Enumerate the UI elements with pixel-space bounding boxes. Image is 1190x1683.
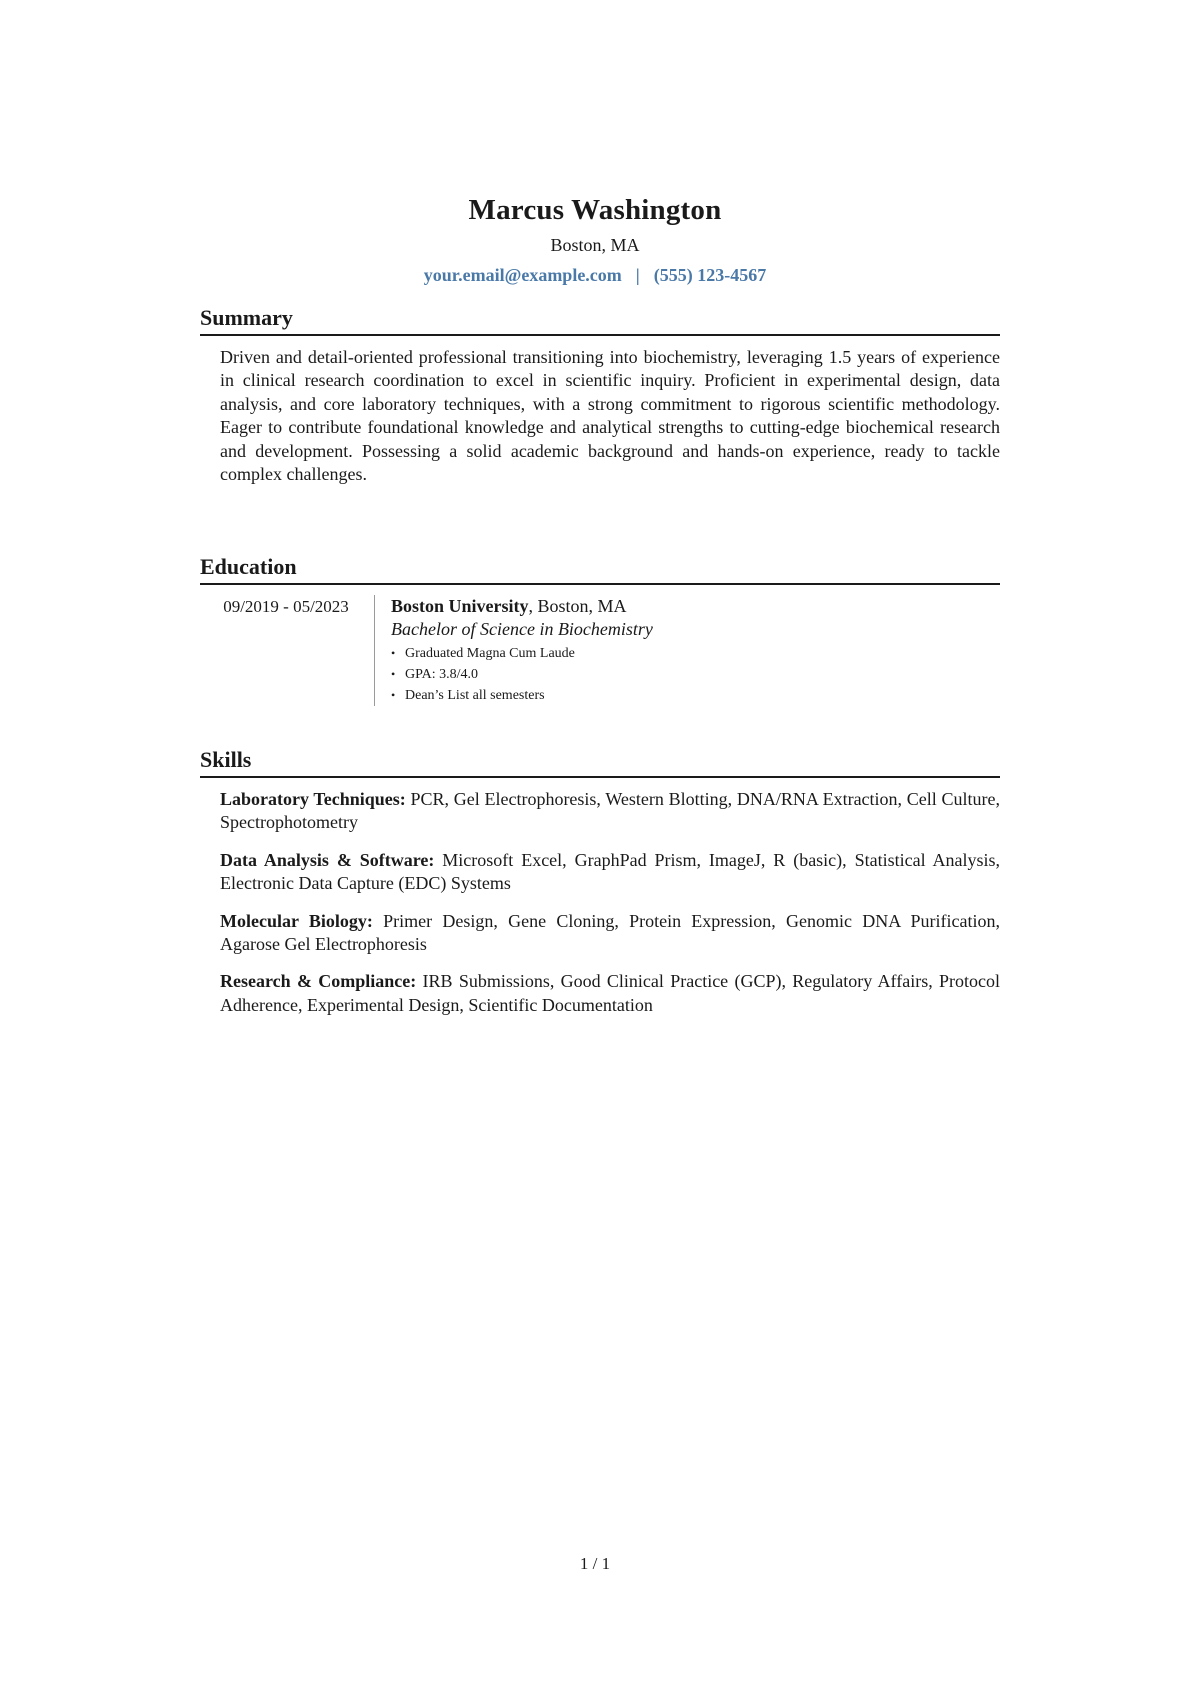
skill-item	[220, 788, 1000, 835]
skill-value: IRB Submissions, Good Clinical Practice (GCP), Regulatory Affairs, Protocol Adherence, Experimental Design, Scientific Documentation	[220, 971, 1000, 1015]
highlight-text: Graduated Magna Cum Laude	[405, 646, 575, 661]
skill-label: Data Analysis & Software:	[220, 849, 435, 870]
summary-section	[200, 304, 1000, 486]
school-location: , Boston, MA	[528, 596, 627, 616]
school-name: Boston University	[391, 596, 529, 616]
list-item	[391, 664, 1000, 685]
resume-header	[0, 192, 1190, 286]
candidate-location: Boston, MA	[550, 235, 640, 255]
page-number: 1 / 1	[579, 1554, 611, 1573]
summary-text: Driven and detail-oriented professional transitioning into biochemistry, leveraging 1.5 years of experience in clinical research coordination to excel in scientific inquiry. Proficient in experimental design, data analysis, and core laboratory techniques, with a strong commitment to rigorous scientific methodology. Eager to contribute foundational knowledge and analytical strengths to cutting-edge biochemical research and development. Possessing a solid academic background and hands-on experience, ready to tackle complex challenges.	[220, 347, 1000, 485]
highlight-text: Dean’s List all semesters	[405, 688, 545, 703]
skills-heading: Skills	[200, 746, 1000, 778]
bullet-icon: •	[391, 667, 396, 681]
skill-value: Primer Design, Gene Cloning, Protein Expression, Genomic DNA Purification, Agarose Gel Electrophoresis	[220, 910, 1000, 955]
skill-label: Research & Compliance:	[220, 971, 417, 992]
education-heading: Education	[200, 553, 1000, 585]
contact-line	[0, 264, 1190, 286]
phone-link[interactable]: (555) 123-4567	[653, 265, 767, 285]
list-item	[391, 685, 1000, 706]
skill-item	[220, 970, 1000, 1017]
bullet-icon: •	[391, 646, 396, 660]
candidate-name: Marcus Washington	[468, 194, 722, 226]
skill-label: Molecular Biology:	[220, 910, 373, 931]
education-section	[200, 553, 1000, 706]
list-item	[391, 643, 1000, 664]
summary-heading: Summary	[200, 304, 1000, 336]
degree: Bachelor of Science in Biochemistry	[391, 619, 653, 639]
skills-section	[200, 746, 1000, 1031]
highlight-text: GPA: 3.8/4.0	[405, 667, 479, 682]
skill-value: PCR, Gel Electrophoresis, Western Blotting, DNA/RNA Extraction, Cell Culture, Spectrophotometry	[220, 789, 1001, 833]
education-entry	[200, 585, 1000, 706]
skill-value: Microsoft Excel, GraphPad Prism, ImageJ, R (basic), Statistical Analysis, Electronic Data Capture (EDC) Systems	[220, 849, 1000, 894]
email-link[interactable]: your.email@example.com	[423, 265, 622, 285]
education-highlights	[391, 643, 1000, 706]
education-school-line	[391, 595, 1000, 618]
education-details	[375, 595, 1000, 706]
skill-label: Laboratory Techniques:	[220, 789, 406, 809]
contact-separator: |	[635, 265, 640, 285]
skill-item	[220, 910, 1000, 957]
bullet-icon: •	[391, 688, 396, 702]
skill-item	[220, 849, 1000, 896]
education-dates: 09/2019 - 05/2023	[200, 595, 375, 706]
